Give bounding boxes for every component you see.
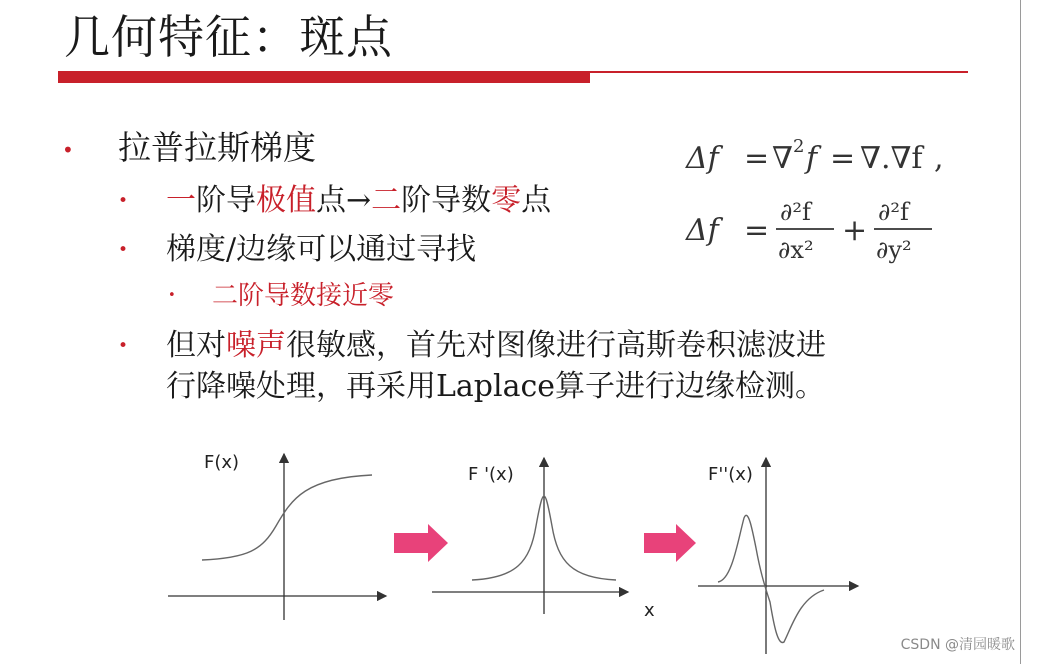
arrow-right-icon	[644, 524, 696, 562]
text-segment: 极值	[256, 183, 316, 218]
text-segment: 点	[316, 183, 346, 218]
text-segment: 点	[521, 183, 552, 218]
derivative-graphs	[150, 430, 870, 664]
bullet-dot: •	[62, 138, 74, 162]
bullet-dot: •	[118, 240, 129, 260]
bullet-dot: •	[118, 336, 129, 356]
f2-num2: ∂²f	[878, 198, 909, 226]
slide-title: 几何特征：斑点	[64, 10, 393, 64]
arrow-glyph: →	[346, 183, 372, 218]
text-segment: 二	[371, 183, 402, 218]
f1-f: f	[806, 141, 818, 176]
sigmoid-curve	[202, 475, 372, 560]
f1-sup: 2	[793, 136, 805, 157]
bullet-near-zero	[212, 280, 394, 312]
text-segment: 零	[368, 281, 395, 311]
bullet-laplacian-gradient: 拉普拉斯梯度	[118, 128, 316, 167]
f1-eq2: =	[830, 141, 856, 176]
f2-eq: =	[744, 213, 770, 248]
graph-fpx	[432, 458, 655, 621]
graph-fppx	[698, 458, 858, 654]
graph-x-label: x	[644, 600, 655, 621]
title-underline-accent	[58, 73, 590, 83]
text-segment: 一	[166, 183, 196, 218]
text-segment: 噪声	[226, 328, 286, 363]
f2-lhs: Δf	[686, 213, 719, 248]
bullet-find-edges: 梯度/边缘可以通过寻找	[166, 232, 477, 267]
text-segment: 但对	[166, 328, 226, 363]
graph-fx	[168, 452, 386, 620]
graph-fppx-label: F''(x)	[708, 464, 753, 485]
f1-eq1: =	[744, 141, 770, 176]
f1-comma: ,	[934, 141, 944, 176]
right-border-line	[1020, 0, 1021, 664]
f2-num1: ∂²f	[780, 198, 811, 226]
f2-plus: +	[842, 213, 868, 248]
f1-lhs: Δf	[686, 141, 719, 176]
laplacian-formulas	[680, 128, 980, 278]
formula-1	[685, 136, 944, 176]
text-segment: 零	[491, 183, 522, 218]
bullet-noise-sensitive	[166, 327, 826, 365]
graph-fx-label: F(x)	[204, 452, 240, 473]
bullet-dot: •	[118, 191, 129, 211]
bullet-dot: •	[168, 288, 176, 303]
watermark: CSDN @清园暖歌	[900, 637, 1015, 653]
f2-den2: ∂y²	[876, 236, 912, 264]
f2-den1: ∂x²	[778, 236, 814, 264]
bullet-extremum-to-zero	[166, 182, 551, 220]
text-segment: 阶导	[196, 183, 256, 218]
text-segment: 很敏感，首先对图像进行高斯卷积滤波进	[286, 328, 826, 363]
text-segment: 阶导数	[401, 183, 492, 218]
f1-rhs: ∇.∇f	[860, 141, 923, 176]
graph-fpx-label: F '(x)	[468, 464, 514, 485]
second-derivative-curve	[718, 515, 824, 642]
arrow-right-icon	[394, 524, 448, 562]
text-segment: 二阶导数接近	[212, 281, 369, 311]
f1-nabla: ∇	[772, 141, 793, 176]
formula-2	[685, 198, 932, 264]
bullet-noise-sensitive-cont: 行降噪处理，再采用Laplace算子进行边缘检测。	[166, 369, 826, 404]
